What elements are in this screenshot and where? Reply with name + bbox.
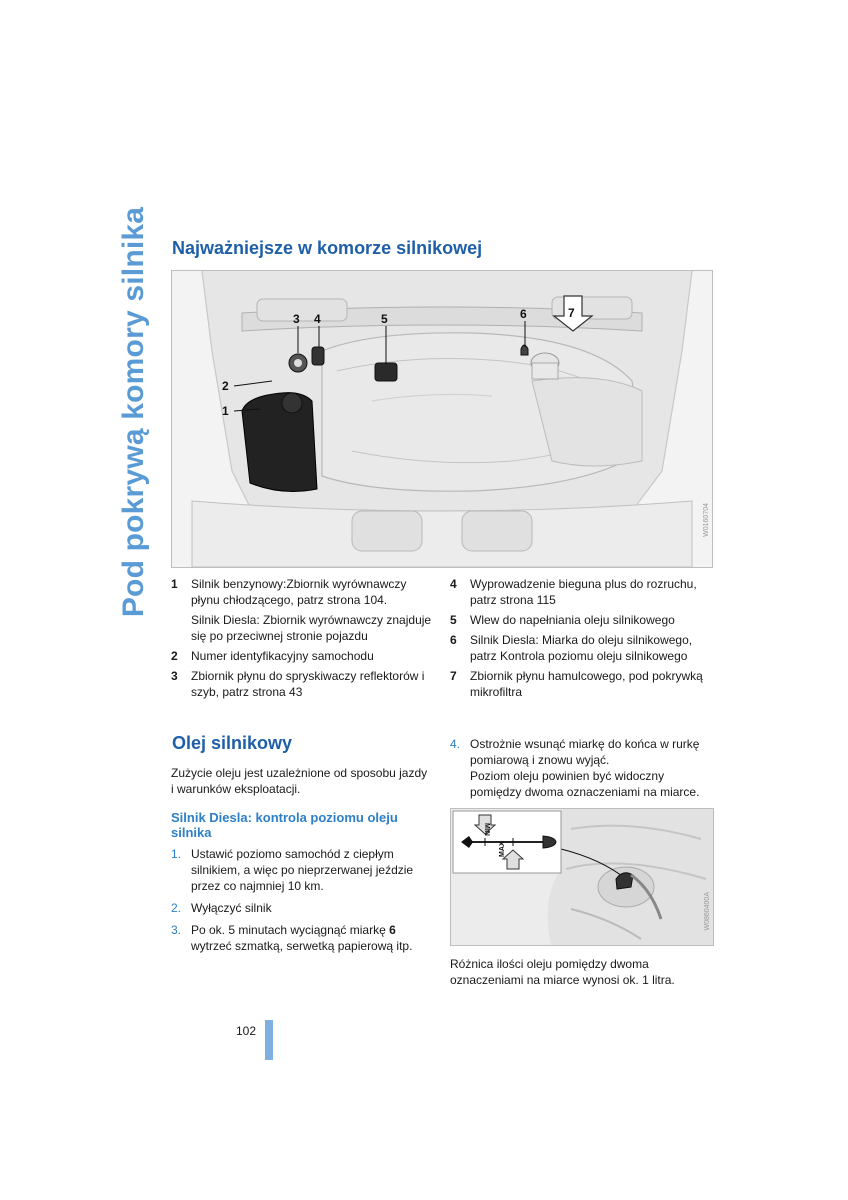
figure-code: W0160704 xyxy=(703,503,710,537)
callout-4: 4 xyxy=(314,312,321,326)
legend-num: 6 xyxy=(450,633,457,647)
step-text: Ustawić poziomo samochód z ciepłym silnikiem, a więc po nieprzerwanej jeździe przez co najmniej 10 km. xyxy=(191,847,414,893)
callout-3: 3 xyxy=(293,312,300,326)
legend-text: Zbiornik płynu do spryskiwaczy reflektorów i szyb, patrz strona 43 xyxy=(191,669,425,699)
step-num: 3. xyxy=(171,923,182,937)
figure-code: W0860400A xyxy=(704,892,711,931)
dipstick-caption: Różnica ilości oleju pomiędzy dwoma oznaczeniami na miarce wynosi ok. 1 litra. xyxy=(450,957,675,987)
step-text-bold: 6 xyxy=(389,923,396,937)
legend-text: Wyprowadzenie bieguna plus do rozruchu, patrz strona 115 xyxy=(470,577,697,607)
engine-oil-intro: Zużycie oleju jest uzależnione od sposobu jazdy i warunków eksploatacji. xyxy=(171,766,428,796)
dipstick-min-label: MIN xyxy=(483,823,490,836)
step-text: Wyłączyć silnik xyxy=(191,901,272,915)
step-item xyxy=(171,846,433,894)
legend-text: Numer identyfikacyjny samochodu xyxy=(191,649,374,663)
step-text-before: Po ok. 5 minutach wyciągnąć miarkę xyxy=(191,923,390,937)
legend-num: 4 xyxy=(450,577,457,591)
legend-left xyxy=(171,576,433,704)
step-num: 4. xyxy=(450,737,461,751)
dipstick-max-label: MAX xyxy=(499,841,506,857)
subsection-title-diesel-oil-check: Silnik Diesla: kontrola poziomu oleju silnika xyxy=(171,810,398,840)
step4-block xyxy=(450,736,712,800)
step-num: 1. xyxy=(171,847,182,861)
dipstick-illustration xyxy=(451,809,713,945)
legend-item xyxy=(171,668,433,700)
legend-num: 1 xyxy=(171,577,178,591)
legend-item xyxy=(171,576,433,608)
legend-text: Wlew do napełniania oleju silnikowego xyxy=(470,613,675,627)
legend-num: 3 xyxy=(171,669,178,683)
legend-item xyxy=(450,612,712,628)
section-title-engine-oil: Olej silnikowy xyxy=(172,733,293,753)
engine-compartment-figure xyxy=(171,270,713,568)
callout-6: 6 xyxy=(520,307,527,321)
section-title-engine-compartment: Najważniejsze w komorze silnikowej xyxy=(172,238,483,258)
legend-text: Zbiornik płynu hamulcowego, pod pokrywką mikrofiltra xyxy=(470,669,703,699)
callout-1: 1 xyxy=(222,404,229,418)
legend-text: Silnik benzynowy:Zbiornik wyrównawczy płynu chłodzącego, patrz strona 104. xyxy=(191,577,407,607)
step-item xyxy=(450,736,712,800)
callout-7: 7 xyxy=(568,306,575,320)
page-marker-bar xyxy=(265,1020,273,1060)
steps-list xyxy=(171,846,433,960)
legend-num: 7 xyxy=(450,669,457,683)
legend-item xyxy=(450,668,712,700)
legend-subtext: Silnik Diesla: Zbiornik wyrównawczy znajduje się po przeciwnej stronie pojazdu xyxy=(191,613,432,643)
step-num: 2. xyxy=(171,901,182,915)
legend-item xyxy=(450,632,712,664)
legend-num: 5 xyxy=(450,613,457,627)
legend-item xyxy=(450,576,712,608)
legend-right xyxy=(450,576,712,704)
page-number: 102 xyxy=(236,1024,257,1038)
step-text-after: wytrzeć szmatką, serwetką papierową itp. xyxy=(191,939,413,953)
chapter-title-text: Pod pokrywą komory silnika xyxy=(117,206,150,618)
dipstick-figure xyxy=(450,808,714,946)
chapter-side-title xyxy=(112,206,156,618)
legend-text: Silnik Diesla: Miarka do oleju silnikowego, patrz Kontrola poziomu oleju silnikowego xyxy=(470,633,693,663)
step-note: Poziom oleju powinien być widoczny pomiędzy dwoma oznaczeniami na miarce. xyxy=(470,769,700,799)
legend-item xyxy=(171,648,433,664)
callout-2: 2 xyxy=(222,379,229,393)
step-item xyxy=(171,900,433,916)
step-item xyxy=(171,922,433,954)
step-text: Ostrożnie wsunąć miarkę do końca w rurkę pomiarową i znowu wyjąć. xyxy=(470,737,700,767)
callout-5: 5 xyxy=(381,312,388,326)
legend-num: 2 xyxy=(171,649,178,663)
engine-compartment-illustration xyxy=(172,271,712,567)
